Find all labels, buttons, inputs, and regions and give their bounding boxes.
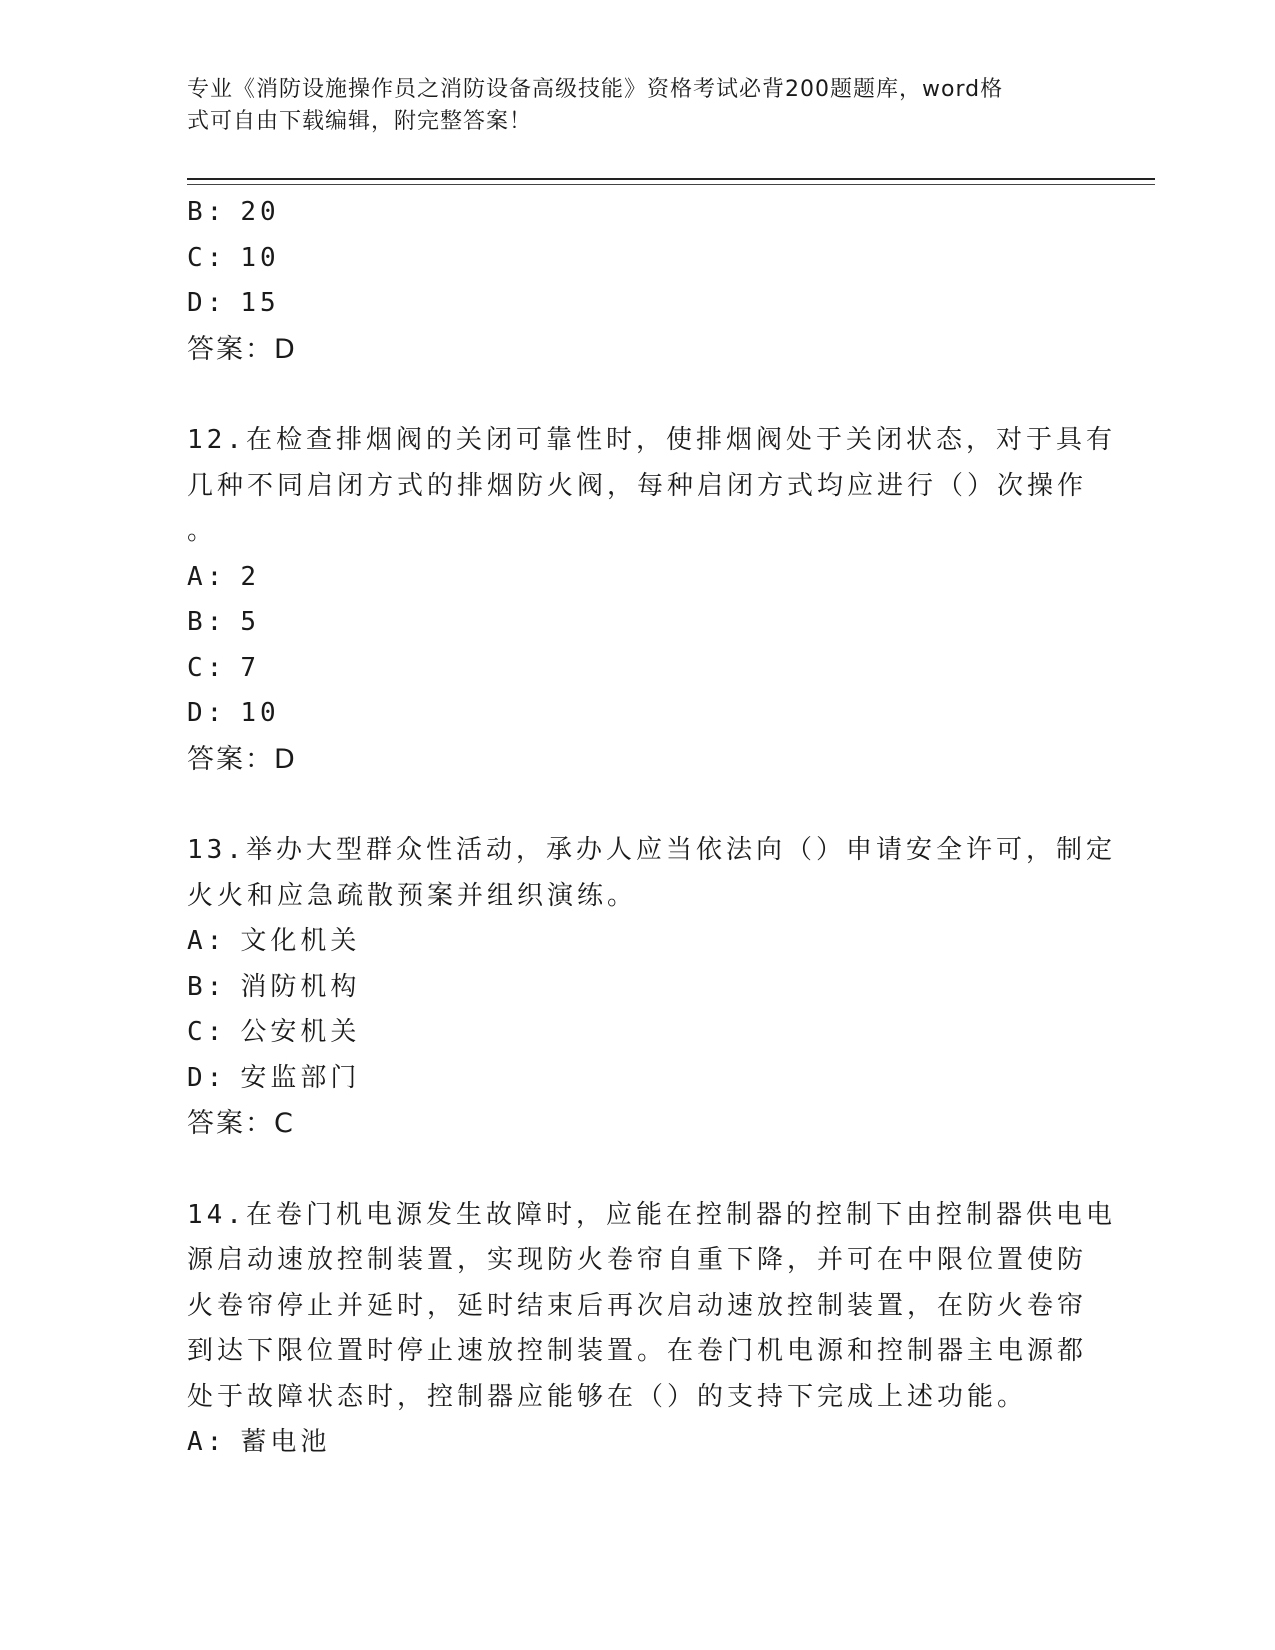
- option-c: C: 10: [187, 242, 280, 273]
- question-text-line: 12.在检查排烟阀的关闭可靠性时，使排烟阀处于关闭状态，对于具有: [187, 425, 1116, 455]
- header-divider-thin: [187, 184, 1155, 185]
- question-text-line: 几种不同启闭方式的排烟防火阀，每种启闭方式均应进行（）次操作: [187, 470, 1088, 501]
- question-text-line: 源启动速放控制装置，实现防火卷帘自重下降，并可在中限位置使防: [187, 1245, 1088, 1275]
- question-text-line: 13.举办大型群众性活动，承办人应当依法向（）申请安全许可，制定: [187, 835, 1116, 865]
- option-b: B: 消防机构: [187, 971, 361, 1002]
- option-d: D: 15: [187, 288, 280, 318]
- option-b: B: 20: [187, 197, 280, 227]
- option-a: A: 文化机关: [187, 926, 361, 956]
- answer-line: 答案：D: [187, 743, 297, 775]
- question-text-line: 14.在卷门机电源发生故障时，应能在控制器的控制下由控制器供电电: [187, 1199, 1116, 1230]
- question-text-line: 到达下限位置时停止速放控制装置。在卷门机电源和控制器主电源都: [187, 1336, 1088, 1366]
- question-13: [187, 828, 1116, 1147]
- question-text-line: 火卷帘停止并延时，延时结束后再次启动速放控制装置，在防火卷帘: [187, 1290, 1088, 1321]
- option-b: B: 5: [187, 607, 260, 637]
- header-line-1: 专业《消防设施操作员之消防设备高级技能》资格考试必背200题题库，word格: [187, 77, 1004, 102]
- question-text-line: 处于故障状态时，控制器应能够在（）的支持下完成上述功能。: [187, 1381, 1028, 1412]
- header-line-2: 式可自由下载编辑，附完整答案！: [187, 109, 533, 134]
- answer-line: 答案：D: [187, 333, 297, 365]
- option-d: D: 10: [187, 698, 280, 728]
- option-c: C: 7: [187, 652, 260, 683]
- question-14: [187, 1193, 1116, 1466]
- option-d: D: 安监部门: [187, 1062, 361, 1093]
- option-a: A: 蓄电池: [187, 1427, 331, 1457]
- question-text-line: 火火和应急疏散预案并组织演练。: [187, 880, 638, 911]
- answer-line: 答案：C: [187, 1108, 295, 1139]
- option-c: C: 公安机关: [187, 1017, 361, 1047]
- question-list: [187, 190, 1116, 1466]
- option-a: A: 2: [187, 561, 260, 592]
- question-11-continued: [187, 190, 1087, 372]
- header-divider-thick: [187, 178, 1155, 180]
- question-text-line: 。: [187, 516, 218, 546]
- document-header: [187, 74, 1067, 138]
- question-12: [187, 418, 1116, 782]
